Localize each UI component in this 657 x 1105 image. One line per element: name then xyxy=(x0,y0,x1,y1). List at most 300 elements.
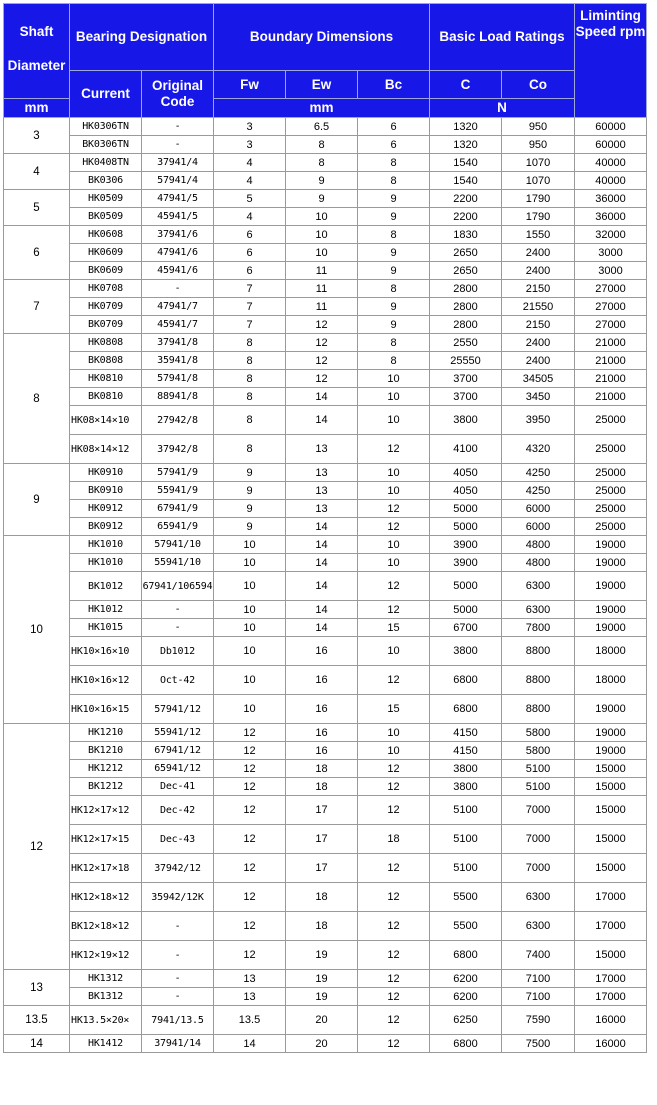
current-designation-cell: BK0808 xyxy=(70,352,142,370)
c-cell: 6200 xyxy=(430,970,502,988)
co-cell: 8800 xyxy=(502,637,575,666)
table-row xyxy=(4,226,647,244)
table-row xyxy=(4,742,647,760)
current-header: Current xyxy=(70,71,142,118)
ew-cell: 13 xyxy=(286,500,358,518)
c-cell: 4050 xyxy=(430,464,502,482)
current-designation-cell: HK0306TN xyxy=(70,118,142,136)
bc-cell: 10 xyxy=(358,370,430,388)
ew-header: Ew xyxy=(286,71,358,99)
bc-cell: 8 xyxy=(358,154,430,172)
speed-cell: 25000 xyxy=(575,435,647,464)
speed-cell: 17000 xyxy=(575,883,647,912)
co-cell: 2400 xyxy=(502,334,575,352)
table-row xyxy=(4,666,647,695)
original-code-cell: 67941/9 xyxy=(142,500,214,518)
co-cell: 950 xyxy=(502,136,575,154)
current-designation-cell: HK12×19×12 xyxy=(70,941,142,970)
co-cell: 6000 xyxy=(502,518,575,536)
bc-cell: 8 xyxy=(358,226,430,244)
co-cell: 6000 xyxy=(502,500,575,518)
speed-cell: 27000 xyxy=(575,298,647,316)
original-code-cell: 37941/4 xyxy=(142,154,214,172)
fw-cell: 9 xyxy=(214,518,286,536)
co-header: Co xyxy=(502,71,575,99)
table-row xyxy=(4,482,647,500)
original-code-cell: 45941/5 xyxy=(142,208,214,226)
bc-cell: 12 xyxy=(358,970,430,988)
fw-cell: 13 xyxy=(214,988,286,1006)
speed-cell: 27000 xyxy=(575,280,647,298)
speed-cell: 3000 xyxy=(575,244,647,262)
fw-cell: 3 xyxy=(214,136,286,154)
c-cell: 4150 xyxy=(430,724,502,742)
c-cell: 3900 xyxy=(430,536,502,554)
bc-cell: 12 xyxy=(358,572,430,601)
bc-cell: 9 xyxy=(358,262,430,280)
bc-cell: 12 xyxy=(358,435,430,464)
ew-cell: 10 xyxy=(286,244,358,262)
original-code-cell: - xyxy=(142,912,214,941)
co-cell: 950 xyxy=(502,118,575,136)
co-cell: 2150 xyxy=(502,280,575,298)
current-designation-cell: HK12×17×12 xyxy=(70,796,142,825)
speed-cell: 18000 xyxy=(575,666,647,695)
original-code-header: Original Code xyxy=(142,71,214,118)
speed-cell: 60000 xyxy=(575,136,647,154)
original-code-cell: - xyxy=(142,136,214,154)
co-cell: 4800 xyxy=(502,536,575,554)
load-ratings-header: Basic Load Ratings xyxy=(430,4,575,71)
original-code-cell: - xyxy=(142,601,214,619)
c-cell: 5000 xyxy=(430,572,502,601)
ew-cell: 20 xyxy=(286,1035,358,1053)
bc-cell: 15 xyxy=(358,619,430,637)
fw-cell: 9 xyxy=(214,464,286,482)
bc-cell: 9 xyxy=(358,190,430,208)
speed-cell: 19000 xyxy=(575,742,647,760)
current-designation-cell: HK0408TN xyxy=(70,154,142,172)
ew-cell: 19 xyxy=(286,970,358,988)
bc-cell: 10 xyxy=(358,388,430,406)
speed-cell: 16000 xyxy=(575,1035,647,1053)
fw-cell: 12 xyxy=(214,760,286,778)
fw-cell: 12 xyxy=(214,883,286,912)
co-cell: 4800 xyxy=(502,554,575,572)
fw-cell: 7 xyxy=(214,298,286,316)
shaft-diameter-cell: 12 xyxy=(4,724,70,970)
bc-cell: 10 xyxy=(358,637,430,666)
ew-cell: 14 xyxy=(286,388,358,406)
speed-cell: 15000 xyxy=(575,778,647,796)
bc-header: Bc xyxy=(358,71,430,99)
current-designation-cell: BK0306TN xyxy=(70,136,142,154)
co-cell: 3450 xyxy=(502,388,575,406)
table-row xyxy=(4,298,647,316)
current-designation-cell: BK0810 xyxy=(70,388,142,406)
co-cell: 3950 xyxy=(502,406,575,435)
fw-cell: 12 xyxy=(214,825,286,854)
co-cell: 6300 xyxy=(502,883,575,912)
fw-cell: 10 xyxy=(214,601,286,619)
bc-cell: 12 xyxy=(358,1006,430,1035)
co-cell: 2150 xyxy=(502,316,575,334)
bc-cell: 12 xyxy=(358,778,430,796)
bc-cell: 12 xyxy=(358,883,430,912)
c-cell: 2800 xyxy=(430,280,502,298)
c-cell: 4100 xyxy=(430,435,502,464)
current-designation-cell: HK08×14×12 xyxy=(70,435,142,464)
current-designation-cell: HK1010 xyxy=(70,554,142,572)
speed-cell: 17000 xyxy=(575,970,647,988)
c-cell: 1540 xyxy=(430,172,502,190)
fw-cell: 13 xyxy=(214,970,286,988)
speed-cell: 21000 xyxy=(575,388,647,406)
shaft-unit: mm xyxy=(4,99,70,118)
c-cell: 4150 xyxy=(430,742,502,760)
current-designation-cell: HK0808 xyxy=(70,334,142,352)
c-cell: 5000 xyxy=(430,518,502,536)
shaft-diameter-cell: 7 xyxy=(4,280,70,334)
bc-cell: 12 xyxy=(358,601,430,619)
speed-cell: 19000 xyxy=(575,695,647,724)
original-code-cell: 37942/12 xyxy=(142,854,214,883)
speed-cell: 25000 xyxy=(575,518,647,536)
current-designation-cell: HK0810 xyxy=(70,370,142,388)
original-code-cell: 55941/10 xyxy=(142,554,214,572)
co-cell: 7400 xyxy=(502,941,575,970)
table-row xyxy=(4,825,647,854)
dimension-unit: mm xyxy=(214,99,430,118)
speed-cell: 15000 xyxy=(575,941,647,970)
c-cell: 2550 xyxy=(430,334,502,352)
ew-cell: 16 xyxy=(286,742,358,760)
fw-cell: 4 xyxy=(214,154,286,172)
original-code-cell: Dec-41 xyxy=(142,778,214,796)
ew-cell: 14 xyxy=(286,536,358,554)
bc-cell: 8 xyxy=(358,352,430,370)
ew-cell: 17 xyxy=(286,796,358,825)
speed-cell: 60000 xyxy=(575,118,647,136)
c-cell: 3700 xyxy=(430,388,502,406)
current-designation-cell: HK1010 xyxy=(70,536,142,554)
c-cell: 5500 xyxy=(430,912,502,941)
original-code-cell: 65941/12 xyxy=(142,760,214,778)
c-cell: 1830 xyxy=(430,226,502,244)
bc-cell: 10 xyxy=(358,464,430,482)
speed-cell: 36000 xyxy=(575,190,647,208)
ew-cell: 12 xyxy=(286,370,358,388)
current-designation-cell: BK0910 xyxy=(70,482,142,500)
ew-cell: 8 xyxy=(286,154,358,172)
fw-cell: 12 xyxy=(214,796,286,825)
shaft-diameter-cell: 13 xyxy=(4,970,70,1006)
speed-cell: 18000 xyxy=(575,637,647,666)
c-cell: 2800 xyxy=(430,298,502,316)
c-cell: 6800 xyxy=(430,666,502,695)
table-row xyxy=(4,316,647,334)
shaft-diameter-cell: 3 xyxy=(4,118,70,154)
current-designation-cell: HK1412 xyxy=(70,1035,142,1053)
ew-cell: 17 xyxy=(286,825,358,854)
speed-cell: 19000 xyxy=(575,619,647,637)
table-row xyxy=(4,796,647,825)
ew-cell: 12 xyxy=(286,316,358,334)
ew-cell: 18 xyxy=(286,883,358,912)
fw-cell: 8 xyxy=(214,435,286,464)
fw-cell: 12 xyxy=(214,724,286,742)
original-code-cell: 37941/6 xyxy=(142,226,214,244)
fw-cell: 12 xyxy=(214,912,286,941)
fw-cell: 8 xyxy=(214,334,286,352)
ew-cell: 18 xyxy=(286,912,358,941)
c-cell: 5100 xyxy=(430,854,502,883)
original-code-cell: 37941/8 xyxy=(142,334,214,352)
fw-cell: 4 xyxy=(214,208,286,226)
bc-cell: 12 xyxy=(358,941,430,970)
ew-cell: 9 xyxy=(286,190,358,208)
c-cell: 3900 xyxy=(430,554,502,572)
bc-cell: 8 xyxy=(358,334,430,352)
current-designation-cell: HK13.5×20× xyxy=(70,1006,142,1035)
c-header: C xyxy=(430,71,502,99)
co-cell: 7000 xyxy=(502,796,575,825)
bc-cell: 12 xyxy=(358,1035,430,1053)
fw-cell: 13.5 xyxy=(214,1006,286,1035)
co-cell: 7000 xyxy=(502,854,575,883)
c-cell: 25550 xyxy=(430,352,502,370)
fw-cell: 7 xyxy=(214,280,286,298)
fw-header: Fw xyxy=(214,71,286,99)
ew-cell: 10 xyxy=(286,208,358,226)
table-row xyxy=(4,464,647,482)
original-code-cell: 47941/5 xyxy=(142,190,214,208)
bc-cell: 8 xyxy=(358,172,430,190)
table-row xyxy=(4,1006,647,1035)
current-designation-cell: HK10×16×15 xyxy=(70,695,142,724)
ew-cell: 11 xyxy=(286,262,358,280)
fw-cell: 10 xyxy=(214,554,286,572)
fw-cell: 10 xyxy=(214,572,286,601)
speed-cell: 17000 xyxy=(575,988,647,1006)
current-designation-cell: HK0609 xyxy=(70,244,142,262)
ew-cell: 14 xyxy=(286,518,358,536)
co-cell: 2400 xyxy=(502,352,575,370)
original-code-cell: 47941/6 xyxy=(142,244,214,262)
co-cell: 8800 xyxy=(502,695,575,724)
current-designation-cell: BK0912 xyxy=(70,518,142,536)
load-unit: N xyxy=(430,99,575,118)
speed-cell: 25000 xyxy=(575,464,647,482)
fw-cell: 12 xyxy=(214,742,286,760)
current-designation-cell: BK1212 xyxy=(70,778,142,796)
speed-cell: 19000 xyxy=(575,601,647,619)
original-code-cell: 27942/8 xyxy=(142,406,214,435)
original-code-cell: 65941/9 xyxy=(142,518,214,536)
original-code-cell: 55941/12 xyxy=(142,724,214,742)
current-designation-cell: HK12×18×12 xyxy=(70,883,142,912)
current-designation-cell: HK1210 xyxy=(70,724,142,742)
ew-cell: 18 xyxy=(286,778,358,796)
ew-cell: 20 xyxy=(286,1006,358,1035)
co-cell: 6300 xyxy=(502,572,575,601)
table-row xyxy=(4,190,647,208)
ew-cell: 16 xyxy=(286,695,358,724)
table-row xyxy=(4,208,647,226)
original-code-cell: 35942/12K xyxy=(142,883,214,912)
bc-cell: 10 xyxy=(358,554,430,572)
table-row xyxy=(4,572,647,601)
fw-cell: 12 xyxy=(214,778,286,796)
table-row xyxy=(4,988,647,1006)
table-wrapper xyxy=(3,3,647,1053)
ew-cell: 16 xyxy=(286,637,358,666)
speed-cell: 25000 xyxy=(575,482,647,500)
speed-cell: 21000 xyxy=(575,370,647,388)
original-code-cell: 37942/8 xyxy=(142,435,214,464)
designation-header: Bearing Designation xyxy=(70,4,214,71)
co-cell: 1550 xyxy=(502,226,575,244)
table-row xyxy=(4,244,647,262)
ew-cell: 18 xyxy=(286,760,358,778)
ew-cell: 13 xyxy=(286,482,358,500)
bc-cell: 18 xyxy=(358,825,430,854)
bc-cell: 12 xyxy=(358,796,430,825)
ew-cell: 12 xyxy=(286,352,358,370)
co-cell: 5800 xyxy=(502,724,575,742)
co-cell: 1790 xyxy=(502,190,575,208)
speed-cell: 19000 xyxy=(575,536,647,554)
ew-cell: 14 xyxy=(286,572,358,601)
original-code-cell: - xyxy=(142,988,214,1006)
ew-cell: 19 xyxy=(286,988,358,1006)
original-code-cell: Dec-42 xyxy=(142,796,214,825)
c-cell: 5100 xyxy=(430,796,502,825)
co-cell: 8800 xyxy=(502,666,575,695)
speed-cell: 15000 xyxy=(575,825,647,854)
c-cell: 4050 xyxy=(430,482,502,500)
table-row xyxy=(4,435,647,464)
fw-cell: 10 xyxy=(214,637,286,666)
ew-cell: 16 xyxy=(286,666,358,695)
ew-cell: 6.5 xyxy=(286,118,358,136)
table-body xyxy=(4,118,647,1053)
bc-cell: 10 xyxy=(358,482,430,500)
co-cell: 21550 xyxy=(502,298,575,316)
bc-cell: 9 xyxy=(358,298,430,316)
bearing-spec-table xyxy=(3,3,647,1053)
original-code-cell: 37941/14 xyxy=(142,1035,214,1053)
c-cell: 1540 xyxy=(430,154,502,172)
table-row xyxy=(4,518,647,536)
speed-cell: 19000 xyxy=(575,724,647,742)
ew-cell: 12 xyxy=(286,334,358,352)
current-designation-cell: HK12×17×18 xyxy=(70,854,142,883)
original-code-cell: - xyxy=(142,118,214,136)
current-designation-cell: HK0708 xyxy=(70,280,142,298)
limiting-speed-header: Liminting Speed rpm xyxy=(575,4,647,118)
table-row xyxy=(4,601,647,619)
original-code-cell: 7941/13.5 xyxy=(142,1006,214,1035)
c-cell: 2650 xyxy=(430,262,502,280)
bc-cell: 12 xyxy=(358,500,430,518)
speed-cell: 40000 xyxy=(575,172,647,190)
shaft-diameter-cell: 10 xyxy=(4,536,70,724)
co-cell: 4250 xyxy=(502,464,575,482)
ew-cell: 13 xyxy=(286,435,358,464)
fw-cell: 5 xyxy=(214,190,286,208)
table-row xyxy=(4,695,647,724)
current-designation-cell: BK0709 xyxy=(70,316,142,334)
current-designation-cell: HK0912 xyxy=(70,500,142,518)
shaft-diameter-cell: 14 xyxy=(4,1035,70,1053)
bc-cell: 6 xyxy=(358,118,430,136)
table-row xyxy=(4,912,647,941)
speed-cell: 21000 xyxy=(575,352,647,370)
current-designation-cell: HK10×16×12 xyxy=(70,666,142,695)
current-designation-cell: HK1212 xyxy=(70,760,142,778)
c-cell: 3800 xyxy=(430,778,502,796)
table-row xyxy=(4,388,647,406)
current-designation-cell: HK08×14×10 xyxy=(70,406,142,435)
bc-cell: 12 xyxy=(358,518,430,536)
bc-cell: 9 xyxy=(358,244,430,262)
table-row xyxy=(4,637,647,666)
fw-cell: 8 xyxy=(214,370,286,388)
ew-cell: 8 xyxy=(286,136,358,154)
current-designation-cell: BK0609 xyxy=(70,262,142,280)
co-cell: 1070 xyxy=(502,154,575,172)
boundary-dimensions-header: Boundary Dimensions xyxy=(214,4,430,71)
bc-cell: 12 xyxy=(358,666,430,695)
original-code-cell: Oct-42 xyxy=(142,666,214,695)
c-cell: 3800 xyxy=(430,637,502,666)
co-cell: 7000 xyxy=(502,825,575,854)
current-designation-cell: BK1210 xyxy=(70,742,142,760)
ew-cell: 16 xyxy=(286,724,358,742)
co-cell: 7590 xyxy=(502,1006,575,1035)
co-cell: 6300 xyxy=(502,601,575,619)
c-cell: 3700 xyxy=(430,370,502,388)
co-cell: 2400 xyxy=(502,244,575,262)
ew-cell: 17 xyxy=(286,854,358,883)
bc-cell: 10 xyxy=(358,724,430,742)
table-row xyxy=(4,724,647,742)
fw-cell: 9 xyxy=(214,500,286,518)
table-header xyxy=(4,4,647,118)
table-row xyxy=(4,280,647,298)
co-cell: 34505 xyxy=(502,370,575,388)
original-code-cell: 47941/7 xyxy=(142,298,214,316)
original-code-cell: - xyxy=(142,619,214,637)
table-row xyxy=(4,406,647,435)
table-row xyxy=(4,500,647,518)
fw-cell: 12 xyxy=(214,941,286,970)
table-row xyxy=(4,154,647,172)
current-designation-cell: HK12×17×15 xyxy=(70,825,142,854)
original-code-cell: 55941/9 xyxy=(142,482,214,500)
c-cell: 6800 xyxy=(430,1035,502,1053)
table-row xyxy=(4,334,647,352)
fw-cell: 10 xyxy=(214,666,286,695)
co-cell: 7100 xyxy=(502,970,575,988)
current-designation-cell: HK0709 xyxy=(70,298,142,316)
ew-cell: 10 xyxy=(286,226,358,244)
c-cell: 6800 xyxy=(430,695,502,724)
speed-cell: 19000 xyxy=(575,554,647,572)
c-cell: 6800 xyxy=(430,941,502,970)
current-designation-cell: BK1012 xyxy=(70,572,142,601)
